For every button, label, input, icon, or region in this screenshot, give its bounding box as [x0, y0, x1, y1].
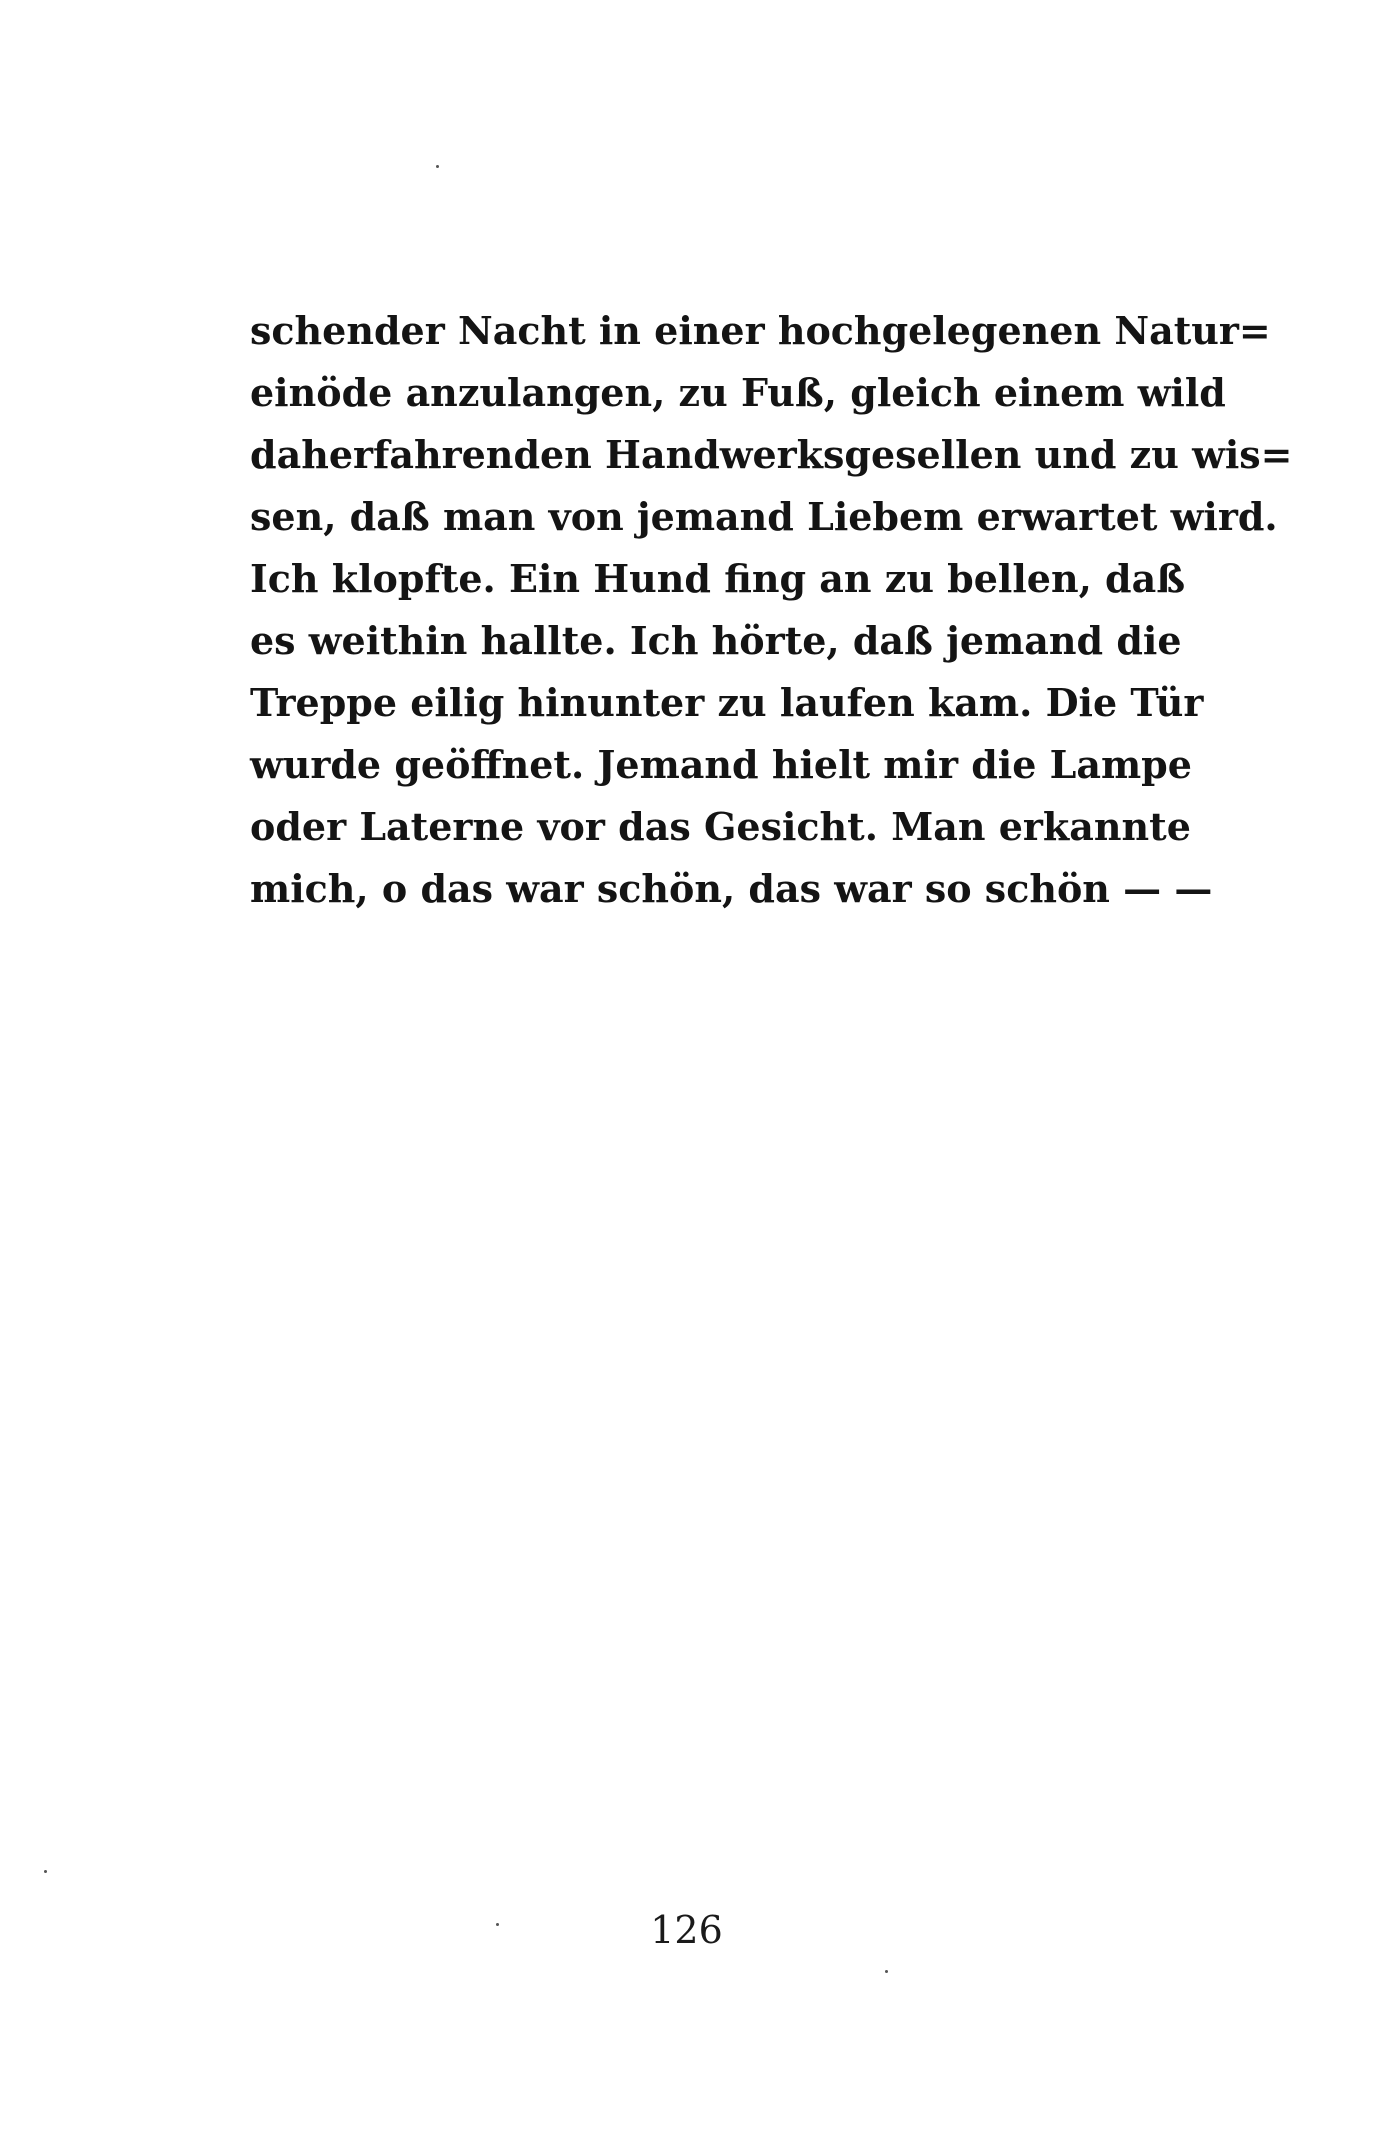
paper-speck	[436, 165, 439, 168]
text-line: es weithin hallte. Ich hörte, daß jemand die	[250, 618, 1182, 663]
page-number: 126	[650, 1908, 723, 1952]
text-line: schender Nacht in einer hochgelegenen Natur=	[250, 308, 1271, 353]
body-text	[250, 300, 1293, 920]
text-line: Treppe eilig hinunter zu laufen kam. Die Tür	[250, 680, 1204, 725]
text-line: oder Laterne vor das Gesicht. Man erkannte	[250, 804, 1191, 849]
text-line: daherfahrenden Handwerksgesellen und zu wis=	[250, 432, 1293, 477]
text-line: einöde anzulangen, zu Fuß, gleich einem wild	[250, 370, 1226, 415]
text-line: wurde geöffnet. Jemand hielt mir die Lampe	[250, 742, 1192, 787]
paper-speck	[44, 1870, 47, 1873]
text-line: mich, o das war schön, das war so schön — —	[250, 866, 1213, 911]
paper-speck	[885, 1970, 888, 1973]
text-line: sen, daß man von jemand Liebem erwartet wird.	[250, 494, 1278, 539]
text-line: Ich klopfte. Ein Hund fing an zu bellen, daß	[250, 556, 1186, 601]
